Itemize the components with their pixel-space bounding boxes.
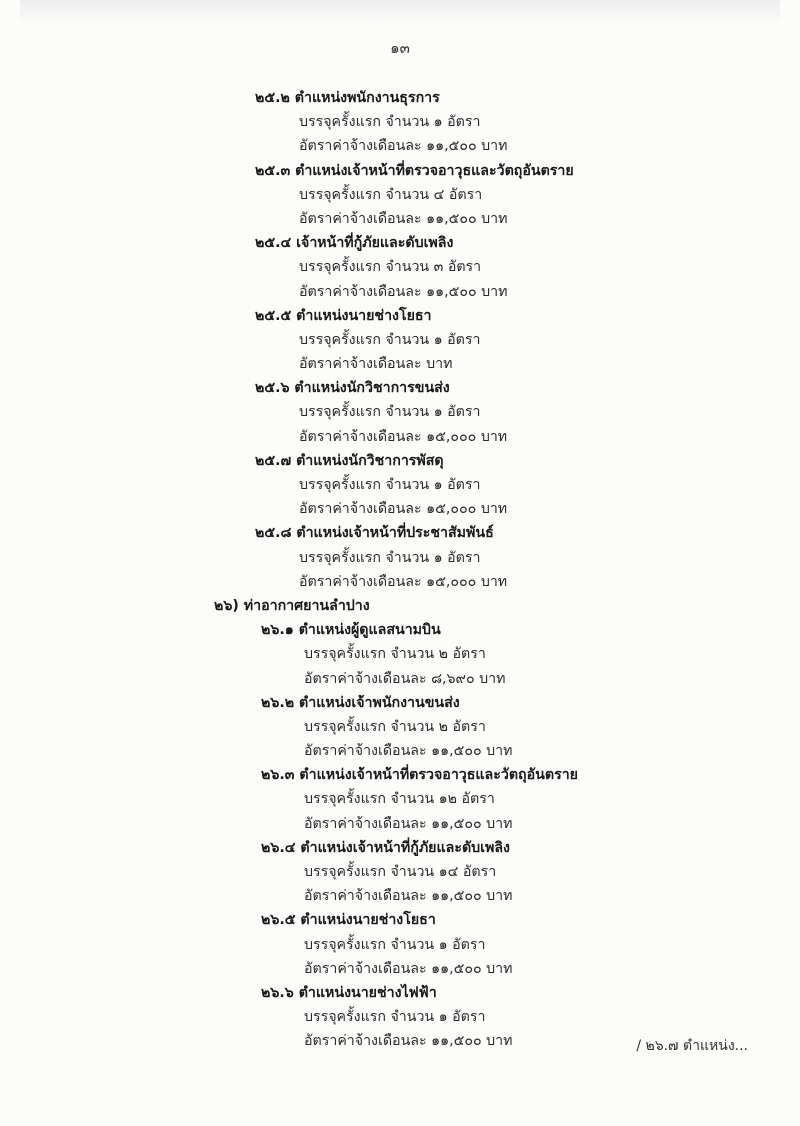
position-quota: บรรจุครั้งแรก จำนวน ๑๔ อัตรา — [304, 864, 497, 880]
position-salary: อัตราค่าจ้างเดือนละ ๑๑,๕๐๐ บาท — [304, 743, 513, 760]
position-salary: อัตราค่าจ้างเดือนละ ๑๕,๐๐๐ บาท — [299, 428, 508, 445]
position-salary: อัตราค่าจ้างเดือนละ ๘,๖๙๐ บาท — [304, 670, 506, 687]
position-quota: บรรจุครั้งแรก จำนวน ๑ อัตรา — [299, 549, 481, 566]
position-heading: ๒๕.๓ ตำแหน่งเจ้าหน้าที่ตรวจอาวุธและวัตถุอันตราย — [255, 162, 574, 179]
position-heading: ๒๖.๒ ตำแหน่งเจ้าพนักงานขนส่ง — [261, 694, 460, 711]
position-salary: อัตราค่าจ้างเดือนละ ๑๑,๕๐๐ บาท — [304, 1033, 513, 1050]
position-salary: อัตราค่าจ้างเดือนละ ๑๑,๕๐๐ บาท — [299, 210, 508, 227]
position-heading: ๒๕.๒ ตำแหน่งพนักงานธุรการ — [255, 90, 440, 106]
position-salary: อัตราค่าจ้างเดือนละ ๑๑,๕๐๐ บาท — [304, 960, 513, 977]
position-quota: บรรจุครั้งแรก จำนวน ๑ อัตรา — [304, 936, 486, 953]
page-number: ๑๓ — [390, 39, 410, 57]
position-quota: บรรจุครั้งแรก จำนวน ๓ อัตรา — [299, 259, 482, 276]
position-quota: บรรจุครั้งแรก จำนวน ๑ อัตรา — [304, 1009, 486, 1026]
position-heading: ๒๕.๖ ตำแหน่งนักวิชาการขนส่ง — [255, 380, 450, 397]
position-quota: บรรจุครั้งแรก จำนวน ๑ อัตรา — [299, 114, 481, 131]
position-heading: ๒๕.๕ ตำแหน่งนายช่างโยธา — [255, 307, 432, 324]
position-salary: อัตราค่าจ้างเดือนละ ๑๕,๐๐๐ บาท — [299, 501, 508, 518]
position-salary: อัตราค่าจ้างเดือนละ บาท — [299, 356, 453, 373]
position-quota: บรรจุครั้งแรก จำนวน ๔ อัตรา — [299, 186, 483, 203]
position-heading: ๒๕.๔ เจ้าหน้าที่กู้ภัยและดับเพลิง — [255, 235, 454, 252]
position-quota: บรรจุครั้งแรก จำนวน ๑ อัตรา — [299, 404, 481, 421]
scan-edge-shadow — [20, 0, 780, 24]
position-quota: บรรจุครั้งแรก จำนวน ๑๒ อัตรา — [304, 791, 495, 808]
section-heading: ๒๖) ท่าอากาศยานลำปาง — [214, 597, 370, 614]
position-heading: ๒๖.๕ ตำแหน่งนายช่างโยธา — [261, 912, 436, 929]
position-salary: อัตราค่าจ้างเดือนละ ๑๑,๕๐๐ บาท — [304, 815, 513, 832]
position-salary: อัตราค่าจ้างเดือนละ ๑๑,๕๐๐ บาท — [304, 888, 513, 905]
position-heading: ๒๖.๔ ตำแหน่งเจ้าหน้าที่กู้ภัยและดับเพลิง — [261, 839, 510, 856]
continuation-marker: / ๒๖.๗ ตำแหน่ง... — [636, 1038, 748, 1054]
position-heading: ๒๕.๗ ตำแหน่งนักวิชาการพัสดุ — [255, 452, 444, 469]
position-heading: ๒๖.๖ ตำแหน่งนายช่างไฟฟ้า — [261, 984, 437, 1001]
position-salary: อัตราค่าจ้างเดือนละ ๑๕,๐๐๐ บาท — [299, 573, 508, 590]
position-heading: ๒๖.๓ ตำแหน่งเจ้าหน้าที่ตรวจอาวุธและวัตถุอันตราย — [261, 767, 578, 784]
position-heading: ๒๕.๘ ตำแหน่งเจ้าหน้าที่ประชาสัมพันธ์ — [255, 525, 494, 542]
position-salary: อัตราค่าจ้างเดือนละ ๑๑,๕๐๐ บาท — [299, 138, 508, 155]
position-quota: บรรจุครั้งแรก จำนวน ๒ อัตรา — [304, 718, 486, 735]
position-salary: อัตราค่าจ้างเดือนละ ๑๑,๕๐๐ บาท — [299, 283, 508, 300]
position-heading: ๒๖.๑ ตำแหน่งผู้ดูแลสนามบิน — [261, 622, 441, 639]
position-quota: บรรจุครั้งแรก จำนวน ๒ อัตรา — [304, 646, 486, 663]
position-list — [0, 86, 800, 1054]
position-quota: บรรจุครั้งแรก จำนวน ๑ อัตรา — [299, 331, 481, 348]
position-quota: บรรจุครั้งแรก จำนวน ๑ อัตรา — [299, 477, 481, 493]
